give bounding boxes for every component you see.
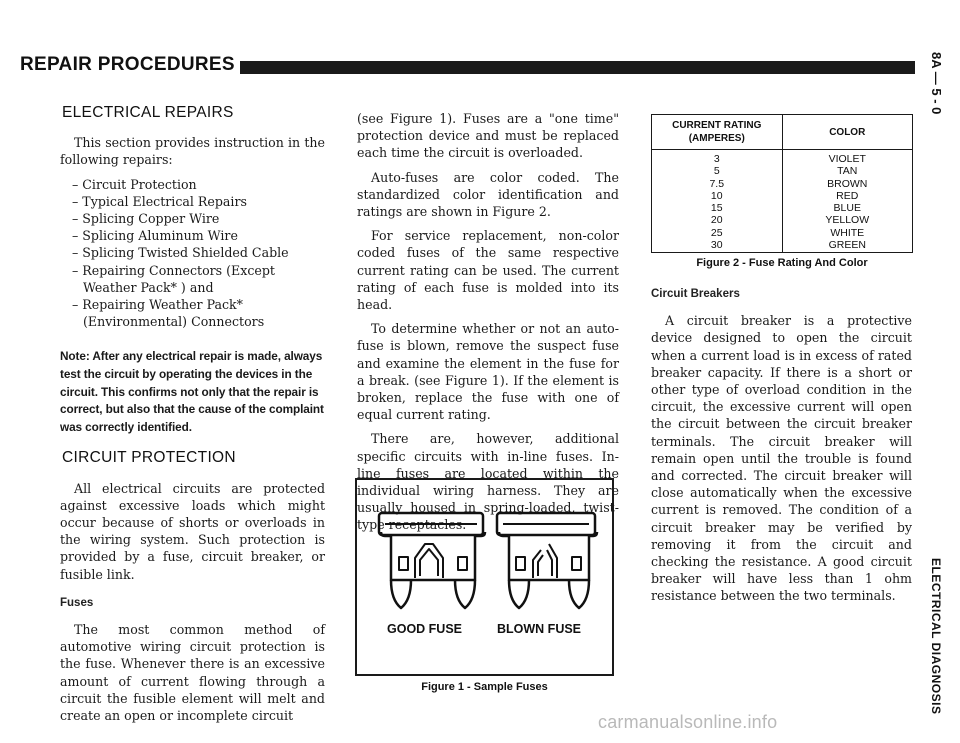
table-row xyxy=(652,190,913,202)
figure-1-caption: Figure 1 - Sample Fuses xyxy=(421,681,548,693)
table-cell: TAN xyxy=(782,165,913,177)
paragraph: (see Figure 1). Fuses are a "one time" protection device and must be replaced each time the circuit is overloaded. xyxy=(357,111,619,161)
good-fuse-drawing xyxy=(379,513,485,608)
table-row xyxy=(652,239,913,253)
column-left xyxy=(60,104,325,731)
repairs-list xyxy=(60,176,325,331)
table-cell: 30 xyxy=(652,239,783,253)
table-cell: 7.5 xyxy=(652,178,783,190)
page-header-title: REPAIR PROCEDURES xyxy=(20,54,235,75)
table-row xyxy=(652,227,913,239)
table-row xyxy=(652,178,913,190)
circuit-protection-paragraph: All electrical circuits are protected against excessive loads which might occur because of shorts or overloads in the wiring system. Such protection is provided by a fuse, circuit breaker, or fusible link. xyxy=(60,480,325,582)
list-item: – Typical Electrical Repairs xyxy=(72,193,247,209)
figure-2-caption: Figure 2 - Fuse Rating And Color xyxy=(696,257,868,269)
paragraph: For service replacement, non-color coded fuses of the same respective current rating can be used. The current rating of each fuse is molded into its head. xyxy=(357,228,619,313)
column-right xyxy=(651,286,912,612)
table-cell: WHITE xyxy=(782,227,913,239)
table-cell: 10 xyxy=(652,190,783,202)
table-cell: 25 xyxy=(652,227,783,239)
list-item: – Splicing Copper Wire xyxy=(72,211,220,227)
blown-fuse-label: BLOWN FUSE xyxy=(497,622,582,636)
table-cell: VIOLET xyxy=(782,150,913,166)
table-row xyxy=(652,165,913,177)
table-cell: 20 xyxy=(652,214,783,226)
table-row xyxy=(652,202,913,214)
table-cell: BLUE xyxy=(782,202,913,214)
fuses-paragraph: The most common method of automotive wiring circuit protection is the fuse. Whenever there is an excessive amount of current flowing through a circuit the fusible element will melt and create an open or incomplete circuit xyxy=(60,622,325,724)
list-item: – Repairing Connectors (Except Weather Pack* ) and xyxy=(72,262,275,295)
table-cell: BROWN xyxy=(782,178,913,190)
paragraph: Auto-fuses are color coded. The standardized color identification and ratings are shown in Figure 2. xyxy=(357,169,619,220)
table-cell: 15 xyxy=(652,202,783,214)
table-cell: RED xyxy=(782,190,913,202)
intro-paragraph: This section provides instruction in the following repairs: xyxy=(60,135,325,168)
section-tab: ELECTRICAL DIAGNOSIS xyxy=(929,558,943,715)
table-cell: 5 xyxy=(652,165,783,177)
list-item: – Circuit Protection xyxy=(72,176,197,192)
circuit-breakers-heading: Circuit Breakers xyxy=(651,288,740,300)
table-row xyxy=(652,150,913,166)
electrical-repairs-heading: ELECTRICAL REPAIRS xyxy=(62,104,234,121)
rating-column-header: CURRENT RATING (AMPERES) xyxy=(652,115,783,150)
header-rule xyxy=(240,61,915,74)
page-code: 8A — 5 - 0 xyxy=(929,52,944,115)
paragraph: To determine whether or not an auto-fuse is blown, remove the suspect fuse and examine the element in the fuse for a break. (see Figure 1). If the element is broken, replace the fuse with one of equal current rating. xyxy=(357,321,619,423)
circuit-breakers-paragraph: A circuit breaker is a protective device designed to open the circuit when a current load is in excess of rated breaker capacity. If there is a short or other type of overload condition in the circuit, the excessive current will open the circuit between the circuit breaker terminals. The circuit breaker will remain open until the trouble is found and corrected. The circuit breaker will close automatically when the excessive current is removed. The condition of a circuit breaker may be verified by removing it from the circuit and checking the resistance. A good circuit breaker will have less than 1 ohm resistance between the two terminals. xyxy=(651,313,912,604)
fuses-heading: Fuses xyxy=(60,596,94,609)
table-cell: YELLOW xyxy=(782,214,913,226)
table-row xyxy=(652,214,913,226)
circuit-protection-heading: CIRCUIT PROTECTION xyxy=(62,449,236,467)
fuse-rating-table xyxy=(651,114,913,253)
fuse-illustration xyxy=(357,480,612,674)
watermark: carmanualsonline.info xyxy=(598,712,778,732)
figure-1-sample-fuses xyxy=(355,478,614,676)
good-fuse-label: GOOD FUSE xyxy=(387,622,463,636)
list-item: – Splicing Twisted Shielded Cable xyxy=(72,245,289,261)
list-item: – Splicing Aluminum Wire xyxy=(72,228,238,244)
color-column-header: COLOR xyxy=(782,115,913,150)
list-item: – Repairing Weather Pack* (Environmental) Connectors xyxy=(72,297,265,330)
column-middle xyxy=(357,110,619,541)
blown-fuse-drawing xyxy=(497,513,597,608)
table-cell: 3 xyxy=(652,150,783,166)
paragraph: There are, however, additional specific circuits with in-line fuses. In-line fuses are located within the individual wiring harness. They are usually housed in spring-loaded, twist-type receptacles. xyxy=(357,431,619,533)
repair-note: Note: After any electrical repair is made, always test the circuit by operating the devices in the circuit. This confirms not only that the repair is correct, but also that the cause of the complaint was correctly identified. xyxy=(60,349,324,434)
table-cell: GREEN xyxy=(782,239,913,253)
